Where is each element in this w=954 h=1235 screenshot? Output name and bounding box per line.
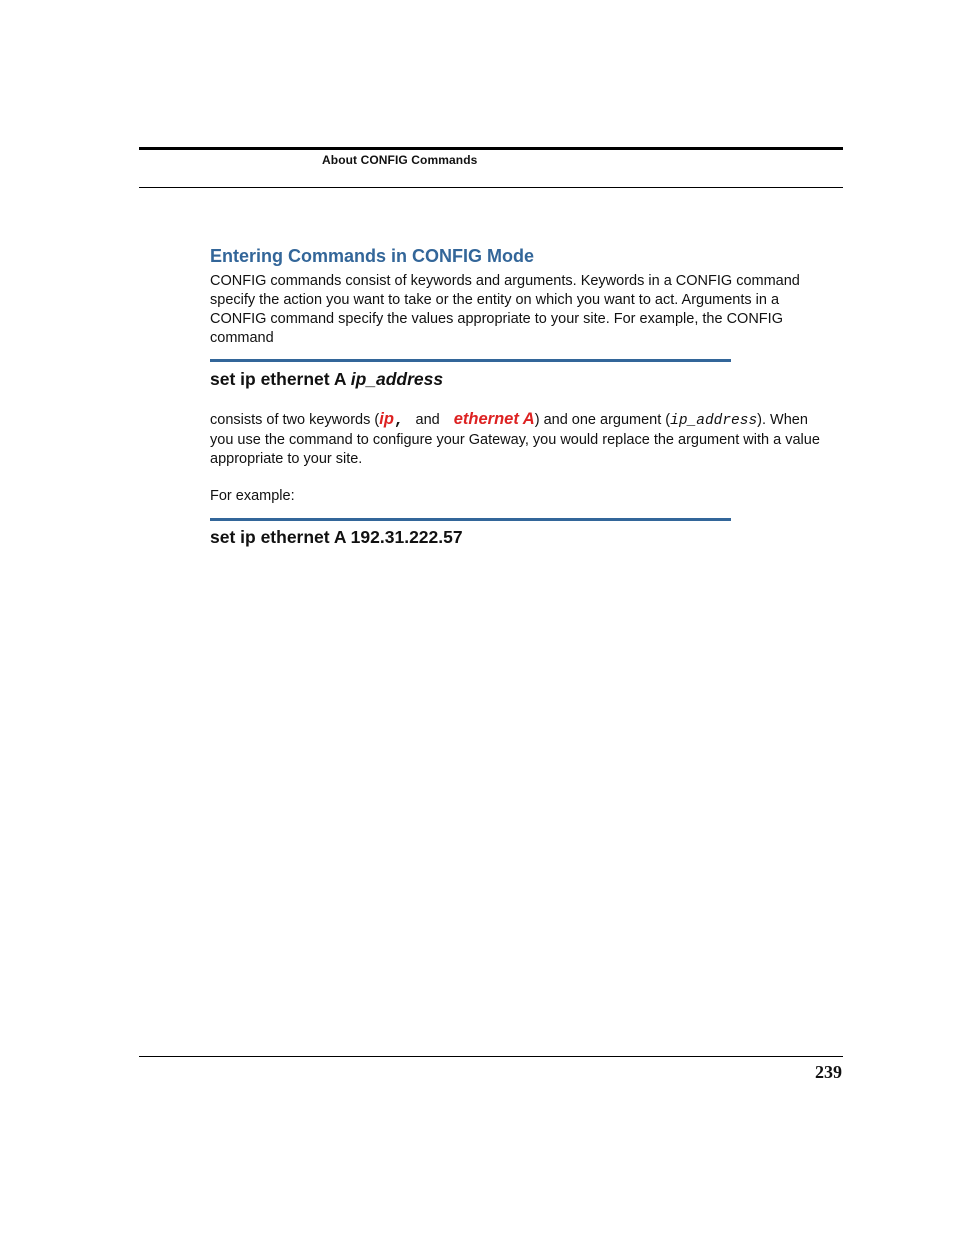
keyword-ethernet: ethernet A: [453, 410, 535, 428]
page-number: 239: [815, 1062, 842, 1082]
example-rule: [210, 518, 731, 521]
text-prefix: consists of two keywords (: [210, 412, 380, 428]
keyword-ip: ip: [379, 410, 394, 428]
command-argument: ip_address: [350, 369, 444, 389]
text-middle: ) and one argument (: [534, 412, 671, 428]
text-rest: When you use the command to configure your Gateway, you would replace the argument with a value appropriate to your site.: [210, 412, 820, 467]
command-syntax: [210, 369, 443, 390]
footer-rule: [139, 1056, 843, 1057]
command-keywords: set ip ethernet A: [210, 369, 346, 389]
example-label: For example:: [210, 488, 295, 504]
running-head: About CONFIG Commands: [322, 153, 478, 167]
header-bottom-rule: [139, 187, 843, 188]
section-title: Entering Commands in CONFIG Mode: [210, 246, 535, 266]
argument-name: ip_address: [670, 413, 758, 429]
text-and: and: [415, 412, 440, 428]
text-suffix: ).: [757, 412, 767, 428]
keyword-comma: ,: [393, 411, 404, 429]
intro-paragraph: CONFIG commands consist of keywords and arguments. Keywords in a CONFIG command specify the action you want to take or the entity on which you want to act. Arguments in a CONFIG command specify the values appropriate to your site. For example, the CONFIG command: [210, 273, 800, 346]
command-rule: [210, 359, 731, 362]
example-command: set ip ethernet A 192.31.222.57: [210, 527, 463, 547]
explanation-paragraph: [210, 410, 830, 469]
header-top-rule: [139, 147, 843, 150]
